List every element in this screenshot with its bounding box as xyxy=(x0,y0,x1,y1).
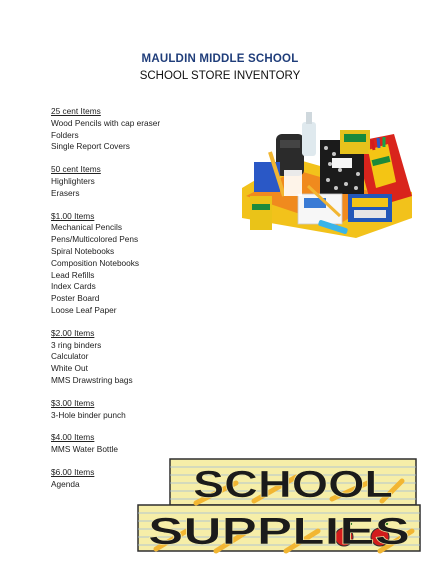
list-item: Lead Refills xyxy=(51,269,95,280)
list-item: Wood Pencils with cap eraser xyxy=(51,117,161,128)
list-item: Mechanical Pencils xyxy=(51,222,123,233)
price-group xyxy=(51,328,241,387)
list-item: 3-Hole binder punch xyxy=(51,409,126,420)
banner-line-supplies: SUPPLIES xyxy=(148,511,410,553)
list-item: Pens/Multicolored Pens xyxy=(51,234,139,245)
price-group xyxy=(51,106,241,153)
list-item: Erasers xyxy=(51,187,80,198)
list-item: Calculator xyxy=(51,351,89,362)
list-item: Spiral Notebooks xyxy=(51,245,115,256)
group-heading: 50 cent Items xyxy=(51,164,101,175)
group-heading: $3.00 Items xyxy=(51,397,95,408)
list-item: Loose Leaf Paper xyxy=(51,304,117,315)
list-item: Highlighters xyxy=(51,175,95,186)
list-item: Agenda xyxy=(51,478,80,489)
list-item: Folders xyxy=(51,129,79,140)
group-heading: 25 cent Items xyxy=(51,106,101,116)
list-item: Composition Notebooks xyxy=(51,257,140,268)
school-supplies-banner xyxy=(136,453,424,557)
list-item: 3 ring binders xyxy=(51,339,102,350)
banner-line-school: SCHOOL xyxy=(193,464,393,506)
group-heading: $4.00 Items xyxy=(51,432,95,443)
school-name: MAULDIN MIDDLE SCHOOL xyxy=(141,53,299,65)
price-group xyxy=(51,398,241,422)
list-item: White Out xyxy=(51,363,88,374)
group-heading: $2.00 Items xyxy=(51,327,95,338)
document-title: SCHOOL STORE INVENTORY xyxy=(139,70,301,82)
group-heading: $1.00 Items xyxy=(51,210,95,221)
list-item: MMS Water Bottle xyxy=(51,444,119,455)
price-group xyxy=(51,164,241,199)
group-heading: $6.00 Items xyxy=(51,466,95,477)
price-list xyxy=(51,106,241,502)
price-group xyxy=(51,211,241,317)
list-item: Single Report Covers xyxy=(51,141,130,152)
school-supplies-photo xyxy=(236,100,416,242)
list-item: Poster Board xyxy=(51,293,100,304)
list-item: Index Cards xyxy=(51,281,96,292)
list-item: MMS Drawstring bags xyxy=(51,374,133,385)
